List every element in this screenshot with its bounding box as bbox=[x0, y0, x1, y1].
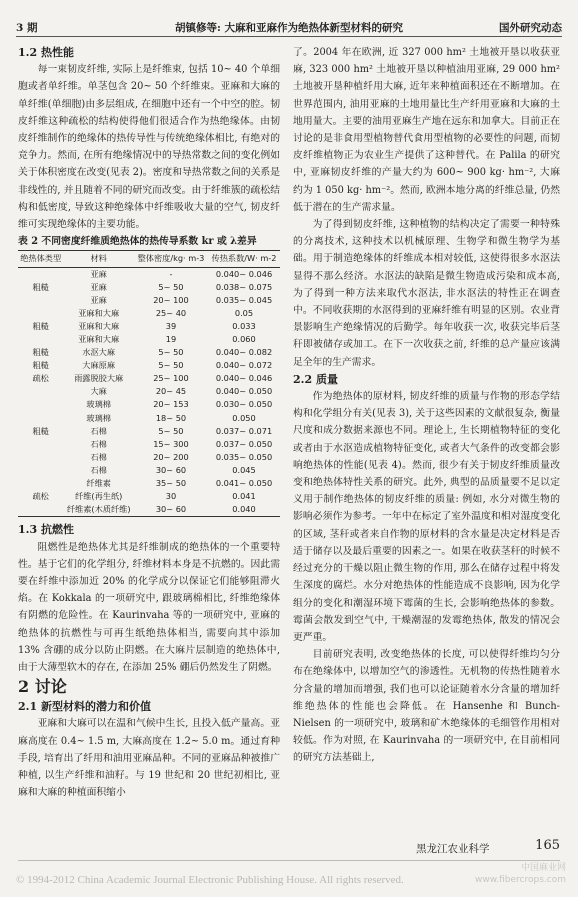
table-cell: 20~ 200 bbox=[153, 451, 189, 462]
table-cell: - bbox=[169, 268, 173, 279]
table-cell: 20~ 153 bbox=[153, 399, 189, 410]
table-cell: 5~ 50 bbox=[158, 281, 184, 292]
paragraph-cultivation: 了。2004 年在欧洲, 近 327 000 hm² 土地被开垦以收获亚麻, 323 000 hm² 土地被开垦以种植油用亚麻, 29 000 hm² 土地被开垦种植纤用大麻, 近年来种植面积还在不断增加。在世界范围内, 油用亚麻的土地用量比生产纤用亚麻和大麻的土地用量大。主要的油用亚麻生产地在远东和加拿大。目前正在讨论的是非食用型植物替代食用型植物的必要性的问题, 而韧皮纤维植物正为农业生产提供了这种替代。在 Palila 的研究中, 亚麻韧皮纤维的产量大约为 600~ 900 kg· hm⁻², 大麻约为 1 050 kg· hm⁻²。然而, 欧洲本地分离的纤维总量, 仍然低于潜在的生产需求量。 bbox=[293, 47, 560, 213]
table-body bbox=[18, 267, 280, 517]
table-cell: 0.050 bbox=[232, 412, 256, 423]
table-cell: 玻璃棉 bbox=[86, 399, 111, 410]
table-cell bbox=[18, 267, 63, 281]
table-row bbox=[18, 503, 280, 517]
table-cell: 大麻 bbox=[90, 386, 107, 397]
table-cell bbox=[18, 438, 63, 451]
copyright-notice: © 1994-2012 China Academic Journal Electronic Publishing House. All rights reserved. bbox=[16, 874, 404, 886]
page-number: 165 bbox=[535, 838, 560, 853]
table-cell: 亚麻和大麻 bbox=[78, 334, 120, 344]
paragraph-research: 目前研究表明, 改变绝热体的长度, 可以使得纤维均匀分布在绝缘体中, 以增加空气的渗透性。无机物的传热性随着水分含量的增加而增强, 我们也可以论证随着水分含量的增加纤维绝热体的性能也会降低。在 Hansenhe 和 Bunch- Nielsen 的一项研究中, 玻璃和矿木绝缘体的毛细管作用相对较低。作为对照, 在 Kaurinvaha 的一项研究中, 在目前相同的研究方法基础上, bbox=[293, 649, 560, 764]
table-row bbox=[18, 398, 280, 411]
table-cell: 5~ 50 bbox=[158, 347, 184, 358]
table-cell: 35~ 50 bbox=[155, 478, 187, 489]
table-cell: 0.040~ 0.072 bbox=[215, 360, 273, 371]
table-cell: 30 bbox=[165, 491, 177, 502]
table-cell: 纤维(再生纸) bbox=[75, 491, 123, 502]
table-row bbox=[18, 490, 280, 503]
header-issue: 3 期 bbox=[16, 22, 38, 34]
table-cell: 0.041 bbox=[232, 491, 256, 502]
table-cell: 0.038~ 0.075 bbox=[215, 281, 273, 292]
table-cell bbox=[18, 307, 63, 320]
table-cell: 0.040~ 0.046 bbox=[215, 373, 273, 384]
table-cell: 25~ 40 bbox=[155, 307, 187, 318]
table-cell: 5~ 50 bbox=[158, 425, 184, 436]
table-cell: 粗糙 bbox=[32, 320, 49, 331]
table-cell: 石棉 bbox=[90, 438, 107, 449]
table-row bbox=[18, 385, 280, 398]
table-cell bbox=[18, 294, 63, 307]
table-thermal-conductivity bbox=[18, 250, 280, 517]
table-cell: 亚麻 bbox=[90, 294, 107, 305]
table-cell: 25~ 100 bbox=[153, 373, 189, 384]
table-row bbox=[18, 438, 280, 451]
paragraph-flame: 阻燃性是绝热体尤其是纤维制成的绝热体的一个重要特性。基于它们的化学组分, 纤维材料本身是不抗燃的。因此需要在纤维中添加近 20% 的化学成分以保证它们能够阻滞火焰。在 Kokkala 的一项研究中, 跟玻璃棉相比, 纤维绝缘体有阴燃的危险性。在 Kaurinvaha 等的一项研究中, 亚麻的绝热体的抗燃性与可再生纸绝热体相当, 需要向其中添加 13% 含硼的成分以防止阴燃。在大麻片层制造的绝热体中, 由于大薄型软木的存在, 在添加 25% 硼后仍然发生了阴燃。 bbox=[18, 541, 280, 673]
section-heading-1-2: 1.2 热性能 bbox=[18, 46, 74, 59]
table-cell: 石棉 bbox=[90, 451, 107, 462]
table-cell: 石棉 bbox=[90, 464, 107, 475]
table-row bbox=[18, 346, 280, 359]
table-cell: 水沤大麻 bbox=[82, 347, 116, 358]
watermark bbox=[475, 862, 566, 886]
paragraph-potential: 亚麻和大麻可以在温和气候中生长, 且投入低产量高。亚麻高度在 0.4~ 1.5 m, 大麻高度在 1.2~ 5.0 m。通过育种手段, 培育出了纤用和油用亚麻品种。不同的亚麻品种被推广种植, 以生产纤维和油籽。与 19 世纪和 20 世纪初相比, 亚麻和大麻的种植面积缩小 bbox=[18, 718, 280, 799]
table-cell: 19 bbox=[165, 334, 177, 344]
table-row bbox=[18, 477, 280, 490]
table-row bbox=[18, 281, 280, 294]
table-header-row bbox=[18, 251, 280, 267]
table-cell bbox=[18, 451, 63, 464]
table-row bbox=[18, 372, 280, 385]
section-heading-2: 2 讨论 bbox=[18, 677, 67, 697]
paragraph-separation: 为了得到韧皮纤维, 这种植物的结构决定了需要一种特殊的分离技术, 这种技术以机械原理、生物学和微生物学为基础。用于制造绝缘体的纤维成本相对较低, 这使得很多水沤法显得不那么经济。水沤法的缺陷是微生物造成污染和成本高, 为了得到一种方法来取代水沤法, 非水沤法的特性正在调查中。不同收获期的水沤得到的亚麻纤维有明显的区别。农业背景影响生产绝缘情况的后勤学。每年收获一次, 收获完毕后茎秆即被储存或加工。在下一次收获之前, 纤维的总产量应该满足全年的生产需求。 bbox=[293, 219, 560, 368]
table-cell: 0.040~ 0.046 bbox=[215, 268, 273, 279]
table-cell: 20~ 45 bbox=[155, 386, 187, 397]
table-cell: 疏松 bbox=[32, 373, 49, 384]
table-cell: 玻璃棉 bbox=[86, 412, 111, 423]
table-cell: 亚麻和大麻 bbox=[78, 320, 120, 331]
table-cell: 0.035~ 0.045 bbox=[215, 294, 273, 305]
header-rule bbox=[16, 36, 562, 37]
table-header-cell: 传热系数/W· m-2 bbox=[208, 251, 280, 267]
table-cell: 粗糙 bbox=[32, 347, 49, 358]
table-cell: 39 bbox=[165, 320, 177, 331]
running-header bbox=[16, 18, 562, 36]
paragraph-quality: 作为绝热体的原材料, 韧皮纤维的质量与作物的形态学结构和化学组分有关(见表 3), 关于这些因素的文献很复杂, 衡量尺度和成分数据来源也不同。理论上, 生长期植物特征的变化或者由于水沤造成植物特征变化, 或者大气条件的改变都会影响绝热体的性能(见表 4)。然而, 很少有关于韧皮纤维质量改变和绝热体特性关系的研究。此外, 典型的品质量要不足以定义用于制作绝热体的韧皮纤维的质量: 例如, 水分对微生物的影响必须作为参考。一年中在标定了室外温度和相对湿度变化的区域, 茎秆或者来自作物的原材料的含水量是决定材料是否适于储存以及最后重要的因素之一。如果在收获茎秆的时候不经过充分的干燥以阻止微生物的作用, 那么在储存过程中将发生深度的腐烂。水分对绝热体的性能造成不良影响, 因为化学组分的变化和潮湿环境下霉菌的生长, 会影响绝热体的参数。霉菌会散发到空气中, 干燥潮湿的发霉绝热体, 散发的情况会更严重。 bbox=[293, 391, 560, 643]
table-cell: 亚麻 bbox=[90, 268, 107, 279]
table-cell: 0.040~ 0.050 bbox=[215, 386, 273, 397]
table-cell bbox=[18, 464, 63, 477]
section-heading-2-1: 2.1 新型材料的潜力和价值 bbox=[18, 700, 151, 714]
paragraph-thermal: 每一束韧皮纤维, 实际上是纤维束, 包括 10~ 40 个单细胞或者单纤维。单茎包含 20~ 50 个纤维束。亚麻和大麻的单纤维(单细胞)由多层组成, 在细胞中还有一个中空的腔。韧皮纤维这种疏松的结构使得他们很适合作为热绝缘体。由韧皮纤维制作的绝缘体的热传导性与传统绝缘体相比, 有绝对的竞争力。然而, 在所有绝缘情况中的导热常数之间的变化例如关于体积密度在改变(见表 2)。密度和导热常数之间的关系是非线性的, 并且随着不同的研究而改变。由于纤维簇的疏松结构和低密度, 导致这种绝缘体中纤维吸收大量的空气, 韧皮纤维可实现绝缘体的主要功能。 bbox=[18, 64, 280, 231]
table-row bbox=[18, 451, 280, 464]
table-cell bbox=[18, 503, 63, 517]
table-cell: 20~ 100 bbox=[153, 294, 189, 305]
table-header-cell: 整体密度/kg· m-3 bbox=[134, 251, 208, 267]
table-cell bbox=[18, 398, 63, 411]
table-row bbox=[18, 412, 280, 425]
left-column bbox=[18, 44, 280, 801]
header-title: 胡镇修等: 大麻和亚麻作为绝热体新型材料的研究 bbox=[174, 22, 404, 34]
table-cell: 粗糙 bbox=[32, 281, 49, 292]
table-cell: 0.040 bbox=[208, 503, 280, 517]
watermark-text: 中国麻业网 bbox=[520, 863, 566, 873]
right-column bbox=[293, 44, 560, 767]
footer-rule bbox=[18, 860, 560, 861]
table-header-cell: 材料 bbox=[63, 251, 134, 267]
table-cell: 大麻原麻 bbox=[82, 360, 116, 371]
table-row bbox=[18, 359, 280, 372]
table-cell bbox=[18, 477, 63, 490]
table-caption: 表 2 不同密度纤维质绝热体的热传导系数 kr 或 λ差异 bbox=[18, 236, 257, 248]
table-cell: 疏松 bbox=[32, 491, 49, 502]
table-cell: 纤维素(木质纤维) bbox=[63, 503, 134, 517]
table-cell: 0.045 bbox=[232, 464, 256, 475]
section-heading-2-2: 2.2 质量 bbox=[293, 372, 338, 386]
footer-journal-name: 黑龙江农业科学 bbox=[416, 843, 490, 855]
table-cell: 粗糙 bbox=[32, 360, 49, 371]
table-cell: 15~ 300 bbox=[153, 438, 189, 449]
table-cell: 5~ 50 bbox=[158, 360, 184, 371]
watermark-url: www.fibercrops.com bbox=[475, 875, 566, 885]
table-cell: 亚麻和大麻 bbox=[78, 307, 120, 318]
table-cell bbox=[18, 385, 63, 398]
table-cell: 亚麻 bbox=[90, 281, 107, 292]
table-cell: 雨露脱胶大麻 bbox=[74, 373, 124, 384]
table-cell: 0.05 bbox=[234, 307, 254, 318]
table-cell: 0.037~ 0.050 bbox=[215, 438, 273, 449]
table-cell: 石棉 bbox=[90, 425, 107, 436]
table-row bbox=[18, 464, 280, 477]
header-section: 国外研究动态 bbox=[499, 22, 562, 34]
table-row bbox=[18, 320, 280, 333]
section-heading-1-3: 1.3 抗燃性 bbox=[18, 523, 74, 537]
table-row bbox=[18, 307, 280, 320]
table-cell: 18~ 50 bbox=[155, 412, 187, 423]
table-cell: 0.040~ 0.082 bbox=[215, 347, 273, 358]
table-cell: 0.060 bbox=[232, 334, 256, 344]
table-cell: 30~ 60 bbox=[134, 503, 208, 517]
table-row bbox=[18, 267, 280, 281]
table-cell: 30~ 60 bbox=[155, 464, 187, 475]
table-row bbox=[18, 425, 280, 438]
table-cell bbox=[18, 412, 63, 425]
table-cell: 0.030~ 0.050 bbox=[215, 399, 273, 410]
table-cell: 0.033 bbox=[232, 320, 256, 331]
table-cell: 0.035~ 0.050 bbox=[215, 451, 273, 462]
table-cell: 纤维素 bbox=[86, 478, 111, 489]
table-header-cell: 绝热体类型 bbox=[18, 251, 63, 267]
table-row bbox=[18, 294, 280, 307]
table-row bbox=[18, 333, 280, 346]
table-cell bbox=[18, 333, 63, 346]
table-cell: 粗糙 bbox=[32, 425, 49, 436]
table-cell: 0.037~ 0.071 bbox=[215, 425, 273, 436]
table-cell: 0.041~ 0.050 bbox=[215, 478, 273, 489]
